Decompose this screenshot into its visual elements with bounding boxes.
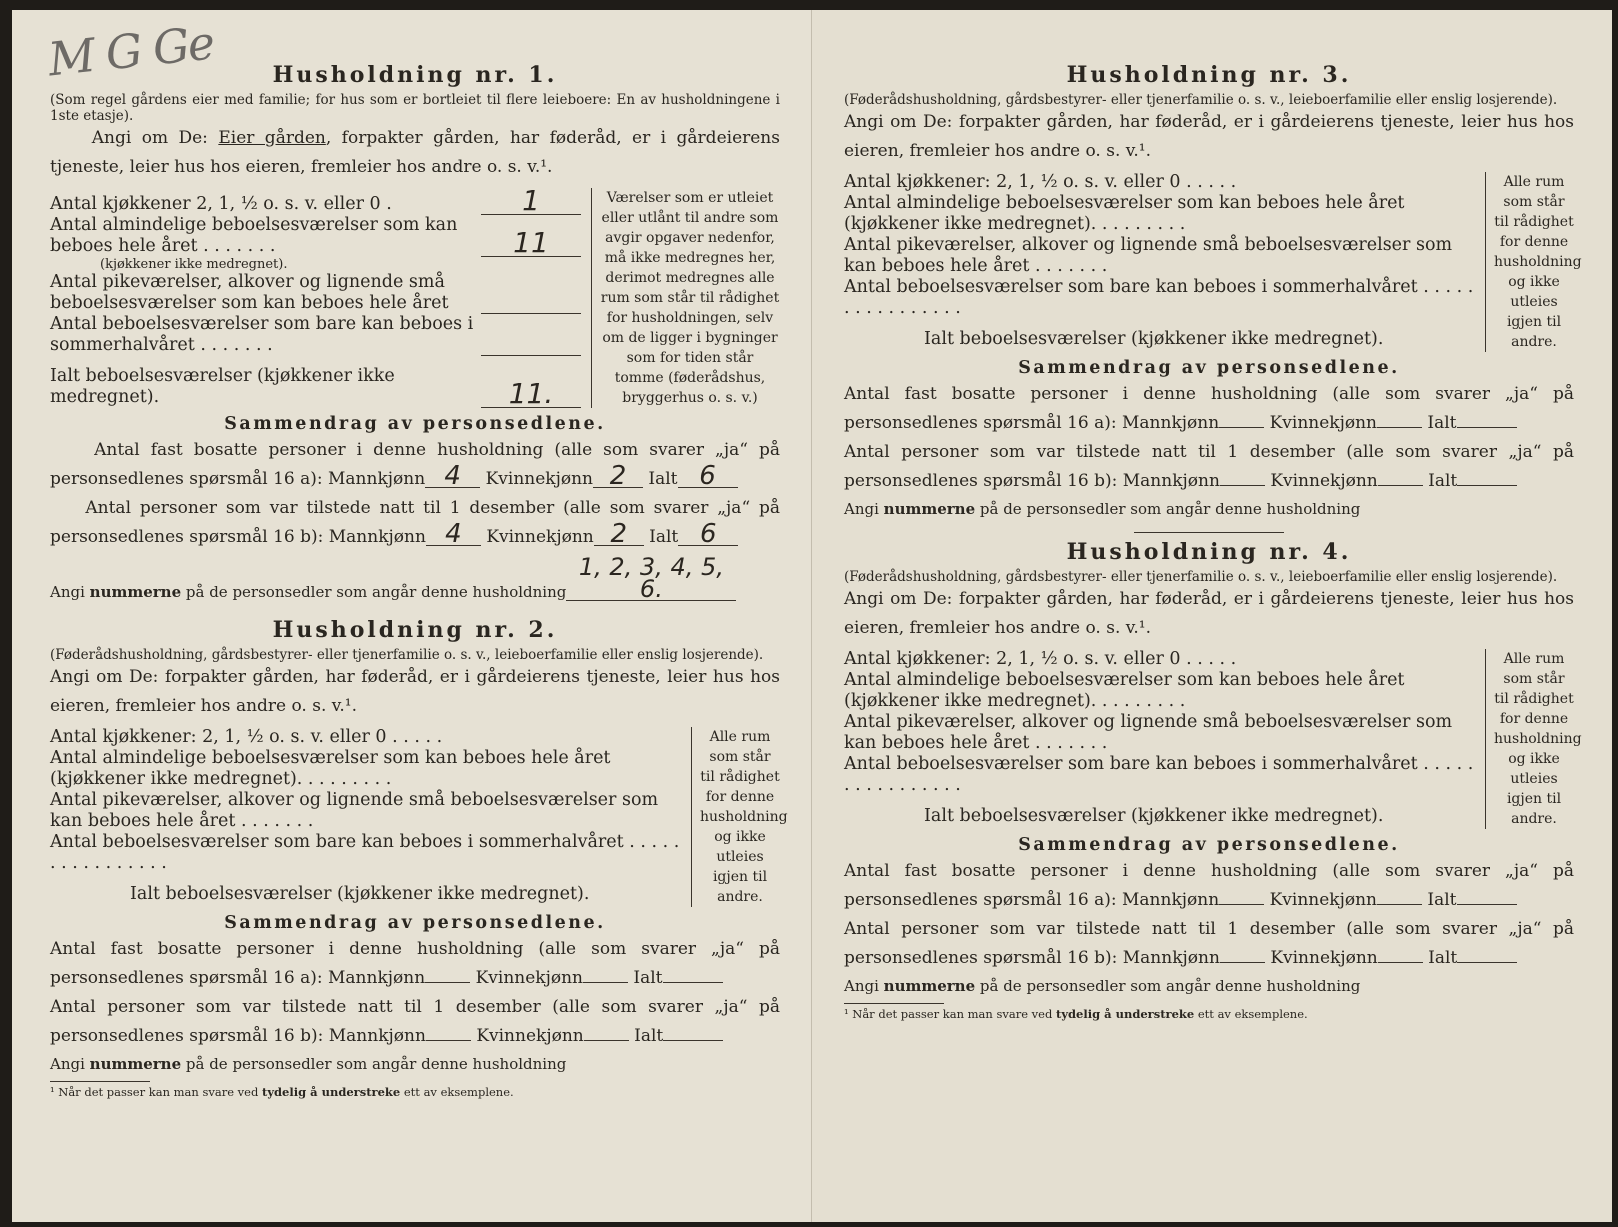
household-4-title: Husholdning nr. 4. (1066, 539, 1352, 565)
left-page (12, 10, 812, 1222)
household-4-angi: Angi om De: forpakter gården, har føderåd, er i gårdeierens tjeneste, leier hus hos eieren, fremleier hos andre o. s. v.¹. (844, 589, 1574, 638)
household-2-title: Husholdning nr. 2. (272, 617, 558, 643)
side-note-3: Alle rum som står til rådighet for denne husholdning og ikke utleies igjen til andre. (1485, 172, 1574, 352)
household-1-angi: Angi om De: Eier gården, forpakter gården, har føderåd, er i gårdeierens tjeneste, leier hus hos eieren, fremleier hos andre o. s. v.¹. (50, 128, 780, 177)
rooms-block-2 (50, 727, 788, 907)
16a-total: 6 (678, 465, 738, 488)
side-note-2: Alle rum som står til rådighet for denne husholdning og ikke utleies igjen til andre. (691, 727, 780, 907)
summary-16b-2: Antal personer som var tilstede natt til 1 desember (alle som svarer „ja“ på personsedlenes spørsmål 16 b): Mannkjønn Kvinnekjønn Ialt (50, 997, 780, 1046)
household-3-note: (Føderådshusholdning, gårdsbestyrer- eller tjenerfamilie o. s. v., leieboerfamilie eller enslig losjerende). (844, 92, 1558, 108)
16b-total: 6 (678, 523, 738, 546)
household-3-angi: Angi om De: forpakter gården, har føderåd, er i gårdeierens tjeneste, leier hus hos eieren, fremleier hos andre o. s. v.¹. (844, 112, 1574, 161)
row-ordinary-rooms: Antal almindelige beboelsesværelser som kan beboes hele året . . . . . . . 11 (50, 215, 581, 257)
summary-16b: Antal personer som var tilstede natt til 1 desember (alle som svarer „ja“ på personsedlenes spørsmål 16 b): Mannkjønn 4 Kvinnekjønn 2 Ialt 6 (50, 498, 780, 549)
kitchens-value: 1 (481, 188, 581, 215)
row-summer-rooms-2: Antal beboelsesværelser som bare kan beboes i sommerhalvåret . . . . . . . . . . . . . . . . (50, 832, 680, 873)
household-2-note: (Føderådshusholdning, gårdsbestyrer- eller tjenerfamilie o. s. v., leieboerfamilie eller enslig losjerende). (50, 647, 764, 663)
side-note-1: Værelser som er utleiet eller utlånt til andre som avgir opgaver nedenfor, må ikke medregnes her, derimot medregnes alle rum som står til rådighet for husholdningen, selv om de ligger i bygninger som for tiden står tomme (føderådshus, bryggerhus o. s. v.) (591, 188, 780, 408)
summary-title-4: Sammendrag av personsedlene. (1018, 835, 1400, 855)
summary-title-3: Sammendrag av personsedlene. (1018, 358, 1400, 378)
small-rooms-value (481, 313, 581, 314)
row-summer-rooms-4: Antal beboelsesværelser som bare kan beboes i sommerhalvåret . . . . . . . . . . . . . . . . (844, 754, 1474, 795)
row-small-rooms-3: Antal pikeværelser, alkover og lignende små beboelsesværelser som kan beboes hele året . . . . . . . (844, 235, 1453, 276)
right-page (812, 10, 1612, 1222)
summary-16a-3: Antal fast bosatte personer i denne husholdning (alle som svarer „ja“ på personsedlenes spørsmål 16 a): Mannkjønn Kvinnekjønn Ialt (844, 384, 1574, 433)
total-rooms-value: 11. (481, 381, 581, 408)
household-1-note: (Som regel gårdens eier med familie; for hus som er bortleiet til flere leieboere: En av husholdningene i 1ste etasje). (50, 92, 780, 124)
footnote-left: ¹ Når det passer kan man svare ved tydelig å understreke ett av eksemplene. (50, 1081, 150, 1099)
household-2 (50, 617, 788, 1073)
row-kitchens: Antal kjøkkener 2, 1, ½ o. s. v. eller 0 . 1 (50, 188, 581, 215)
16a-male: 4 (425, 465, 480, 488)
household-3 (844, 62, 1582, 518)
summary-16a: Antal fast bosatte personer i denne husholdning (alle som svarer „ja“ på personsedlenes spørsmål 16 a): Mannkjønn 4 Kvinnekjønn 2 Ialt 6 (50, 440, 781, 491)
household-2-angi: Angi om De: forpakter gården, har føderåd, er i gårdeierens tjeneste, leier hus hos eieren, fremleier hos andre o. s. v.¹. (50, 667, 780, 716)
row-kitchens-2: Antal kjøkkener: 2, 1, ½ o. s. v. eller 0 . . . . . (50, 727, 443, 747)
row-kitchens-4: Antal kjøkkener: 2, 1, ½ o. s. v. eller 0 . . . . . (844, 649, 1237, 669)
row-note: (kjøkkener ikke medregnet). (100, 257, 288, 272)
row-ordinary-rooms-2: Antal almindelige beboelsesværelser som kan beboes hele året (kjøkkener ikke medregnet). . . . . . . . . (50, 748, 611, 789)
row-total-rooms-3: Ialt beboelsesværelser (kjøkkener ikke medregnet). (924, 329, 1384, 349)
row-small-rooms-4: Antal pikeværelser, alkover og lignende små beboelsesværelser som kan beboes hele året . . . . . . . (844, 712, 1453, 753)
summer-rooms-value (481, 355, 581, 356)
rooms-block-3 (844, 172, 1582, 352)
summary-16a-4: Antal fast bosatte personer i denne husholdning (alle som svarer „ja“ på personsedlenes spørsmål 16 a): Mannkjønn Kvinnekjønn Ialt (844, 861, 1574, 910)
person-numbers-2: Angi nummerne på de personsedler som angår denne husholdning (50, 1055, 567, 1073)
person-numbers-3: Angi nummerne på de personsedler som angår denne husholdning (844, 500, 1361, 518)
row-kitchens-3: Antal kjøkkener: 2, 1, ½ o. s. v. eller 0 . . . . . (844, 172, 1237, 192)
footnote-right: ¹ Når det passer kan man svare ved tydelig å understreke ett av eksemplene. (844, 1003, 944, 1021)
summary-16b-4: Antal personer som var tilstede natt til 1 desember (alle som svarer „ja“ på personsedlenes spørsmål 16 b): Mannkjønn Kvinnekjønn Ialt (844, 919, 1574, 968)
owner-underlined: Eier gården (218, 128, 326, 148)
rooms-block-1 (50, 184, 780, 410)
row-total-rooms: Ialt beboelsesværelser (kjøkkener ikke medregnet). 11. (50, 366, 581, 408)
person-numbers-value: 1, 2, 3, 4, 5, 6. (566, 556, 736, 601)
row-total-rooms-4: Ialt beboelsesværelser (kjøkkener ikke medregnet). (924, 806, 1384, 826)
rooms-block-4 (844, 649, 1582, 829)
person-numbers-4: Angi nummerne på de personsedler som angår denne husholdning (844, 977, 1361, 995)
row-total-rooms-2: Ialt beboelsesværelser (kjøkkener ikke medregnet). (130, 884, 590, 904)
row-summer-rooms-3: Antal beboelsesværelser som bare kan beboes i sommerhalvåret . . . . . . . . . . . . . . . . (844, 277, 1474, 318)
household-1-title: Husholdning nr. 1. (272, 62, 558, 88)
summary-title-2: Sammendrag av personsedlene. (224, 913, 606, 933)
summary-16a-2: Antal fast bosatte personer i denne husholdning (alle som svarer „ja“ på personsedlenes spørsmål 16 a): Mannkjønn Kvinnekjønn Ialt (50, 939, 780, 988)
household-4-note: (Føderådshusholdning, gårdsbestyrer- eller tjenerfamilie o. s. v., leieboerfamilie eller enslig losjerende). (844, 569, 1558, 585)
person-numbers-1: Angi nummerne på de personsedler som angår denne husholdning1, 2, 3, 4, 5, 6. (50, 556, 780, 601)
handwritten-annotation: M G Ge (45, 15, 216, 87)
ordinary-rooms-value: 11 (481, 230, 581, 257)
household-4 (844, 539, 1582, 995)
household-1 (50, 62, 780, 601)
side-note-4: Alle rum som står til rådighet for denne husholdning og ikke utleies igjen til andre. (1485, 649, 1574, 829)
row-small-rooms-2: Antal pikeværelser, alkover og lignende små beboelsesværelser som kan beboes hele året . . . . . . . (50, 790, 659, 831)
16b-male: 4 (426, 523, 481, 546)
row-ordinary-rooms-3: Antal almindelige beboelsesværelser som kan beboes hele året (kjøkkener ikke medregnet). . . . . . . . . (844, 193, 1405, 234)
16a-female: 2 (593, 465, 643, 488)
16b-female: 2 (594, 523, 644, 546)
row-ordinary-rooms-4: Antal almindelige beboelsesværelser som kan beboes hele året (kjøkkener ikke medregnet). . . . . . . . . (844, 670, 1405, 711)
row-summer-rooms: Antal beboelsesværelser som bare kan beboes i sommerhalvåret . . . . . . . (50, 314, 581, 356)
summary-16b-3: Antal personer som var tilstede natt til 1 desember (alle som svarer „ja“ på personsedlenes spørsmål 16 b): Mannkjønn Kvinnekjønn Ialt (844, 442, 1574, 491)
household-3-title: Husholdning nr. 3. (1066, 62, 1352, 88)
row-small-rooms: Antal pikeværelser, alkover og lignende små beboelsesværelser som kan beboes hele året (50, 272, 581, 314)
section-divider (1134, 532, 1284, 533)
summary-title-1: Sammendrag av personsedlene. (224, 414, 606, 434)
